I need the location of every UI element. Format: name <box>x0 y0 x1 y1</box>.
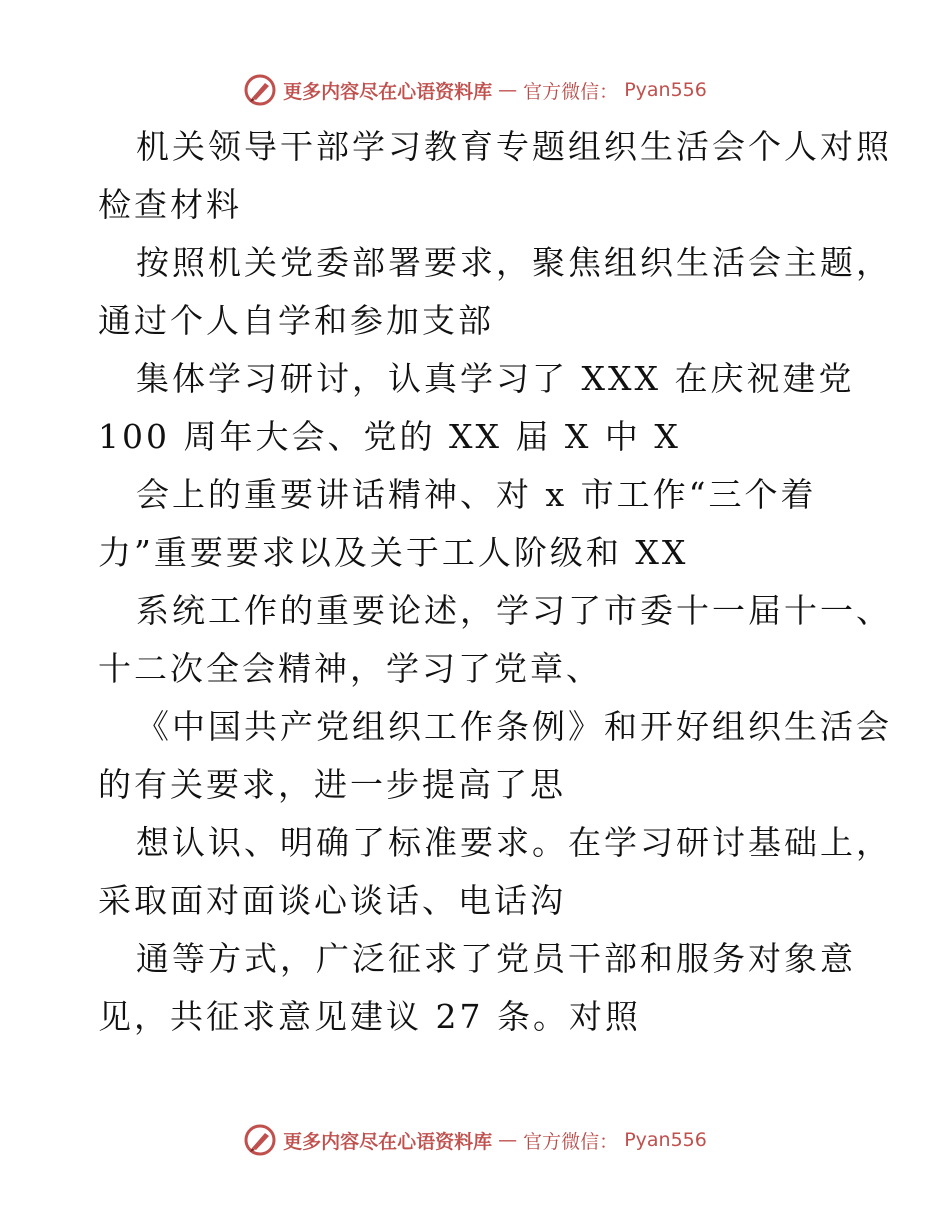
pen-logo-icon <box>243 73 277 107</box>
document-line: 机关领导干部学习教育专题组织生活会个人对照 <box>136 127 892 166</box>
watermark-dash: — <box>498 1129 518 1151</box>
document-line: 通过个人自学和参加支部 <box>98 301 494 340</box>
document-line: 想认识、明确了标准要求。在学习研讨基础上， <box>136 823 892 862</box>
document-line: 力”重要要求以及关于工人阶级和 XX <box>98 533 689 572</box>
watermark-dash: — <box>498 79 518 101</box>
watermark-label: 官方微信： <box>523 80 619 103</box>
footer-watermark <box>0 1120 950 1160</box>
document-line: 十二次全会精神，学习了党章、 <box>98 649 602 688</box>
watermark-wechat-id: Pyan556 <box>624 1129 707 1151</box>
watermark-wechat-id: Pyan556 <box>624 79 707 101</box>
document-body <box>98 118 892 1046</box>
document-line: 《中国共产党组织工作条例》和开好组织生活会 <box>136 707 892 746</box>
document-line: 会上的重要讲话精神、对 x 市工作“三个着 <box>136 475 817 514</box>
watermark-main-text: 更多内容尽在心语资料库 <box>283 1130 493 1153</box>
watermark-main-text: 更多内容尽在心语资料库 <box>283 80 493 103</box>
watermark-label: 官方微信： <box>523 1130 619 1153</box>
document-line: 系统工作的重要论述，学习了市委十一届十一、 <box>136 591 892 630</box>
document-line: 100 周年大会、党的 XX 届 X 中 X <box>98 417 681 456</box>
pen-logo-icon <box>243 1123 277 1157</box>
document-line: 检查材料 <box>98 185 242 224</box>
document-line: 采取面对面谈心谈话、电话沟 <box>98 881 566 920</box>
document-line: 的有关要求，进一步提高了思 <box>98 765 566 804</box>
header-watermark <box>0 70 950 110</box>
document-line: 见，共征求意见建议 27 条。对照 <box>98 997 641 1036</box>
document-line: 通等方式，广泛征求了党员干部和服务对象意 <box>136 939 856 978</box>
document-line: 集体学习研讨，认真学习了 XXX 在庆祝建党 <box>136 359 855 398</box>
document-line: 按照机关党委部署要求，聚焦组织生活会主题， <box>136 243 892 282</box>
